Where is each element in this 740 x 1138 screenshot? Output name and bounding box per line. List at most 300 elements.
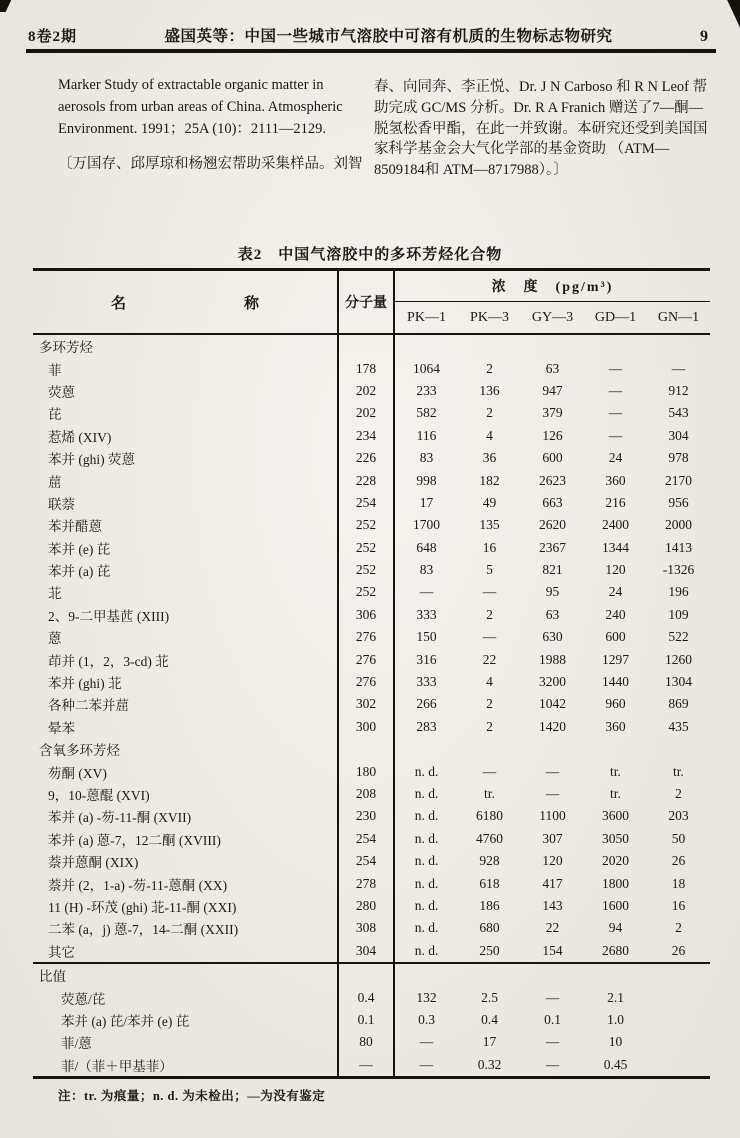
compound-name-cell: 苯并 (a) 芘/苯并 (e) 芘 xyxy=(61,1013,190,1029)
citation-paragraph xyxy=(58,74,368,175)
value-cells xyxy=(395,716,710,738)
page-number: 9 xyxy=(700,28,708,45)
compound-name-cell: 惹烯 (XIV) xyxy=(48,429,112,445)
concentration-value-cell: 3200 xyxy=(539,674,566,690)
value-cells xyxy=(395,402,710,424)
concentration-value-cell: 1988 xyxy=(539,651,566,667)
concentration-value-cell: 266 xyxy=(416,696,437,712)
value-cells xyxy=(395,828,710,850)
concentration-value-cell: — xyxy=(419,1034,434,1050)
concentration-value-cell: 978 xyxy=(668,450,689,466)
compound-name-cell: 比值 xyxy=(39,969,66,985)
table-row xyxy=(33,380,710,402)
concentration-value-cell: n. d. xyxy=(414,830,439,846)
table-row xyxy=(33,1031,710,1053)
concentration-value-cell: — xyxy=(545,786,560,801)
concentration-value-cell: — xyxy=(482,584,497,600)
compound-name-cell: 苯并 (ghi) 苝 xyxy=(48,676,122,692)
table-row xyxy=(33,559,710,581)
concentration-value-cell: 3600 xyxy=(602,808,629,824)
concentration-value-cell: 663 xyxy=(542,494,563,510)
concentration-value-cell: 3050 xyxy=(602,830,629,846)
table-row xyxy=(33,783,710,805)
concentration-value-cell: 83 xyxy=(419,450,434,466)
molecular-weight-cell: 252 xyxy=(337,514,395,536)
concentration-value-cell: 63 xyxy=(545,606,560,622)
molecular-weight-cell: 226 xyxy=(337,447,395,469)
concentration-value-cell: 2367 xyxy=(539,539,566,555)
concentration-value-cell: 1.0 xyxy=(607,1011,624,1027)
concentration-value-cell: 2620 xyxy=(539,517,566,533)
table-row xyxy=(33,828,710,850)
compounds-table xyxy=(33,268,710,1079)
compound-name-cell: 晕苯 xyxy=(48,720,75,736)
molecular-weight-cell: 254 xyxy=(337,850,395,872)
concentration-value-cell: — xyxy=(608,405,623,421)
value-cells xyxy=(395,357,710,379)
concentration-value-cell: — xyxy=(419,584,434,600)
concentration-value-cell: 582 xyxy=(416,405,437,421)
value-cells xyxy=(395,492,710,514)
compound-name-cell: 䓛 xyxy=(48,474,62,490)
molecular-weight-cell xyxy=(337,964,395,986)
concentration-value-cell: 928 xyxy=(479,853,500,869)
concentration-value-cell: — xyxy=(608,382,623,398)
concentration-value-cell: tr. xyxy=(484,786,495,801)
concentration-value-cell: 50 xyxy=(671,830,686,846)
concentration-value-cell: 0.45 xyxy=(603,1056,628,1072)
compound-name-cell: 苯并 (a) -芴-11-酮 (XVII) xyxy=(48,810,192,826)
table-row xyxy=(33,940,710,962)
value-cells xyxy=(395,986,710,1008)
concentration-value-cell: 132 xyxy=(416,989,437,1005)
value-cells xyxy=(395,380,710,402)
concentration-value-cell: — xyxy=(608,360,623,376)
concentration-value-cell: 1344 xyxy=(602,539,629,555)
value-cells xyxy=(395,559,710,581)
concentration-value-cell: 36 xyxy=(482,450,497,466)
molecular-weight-cell: 278 xyxy=(337,872,395,894)
concentration-value-cell: 1100 xyxy=(539,808,566,824)
concentration-value-cell: 869 xyxy=(668,696,689,712)
concentration-value-cell: 0.1 xyxy=(544,1011,561,1027)
concentration-value-cell: — xyxy=(482,629,497,645)
concentration-value-cell: 26 xyxy=(671,942,686,958)
value-cells xyxy=(395,581,710,603)
compound-name-cell: 苯并 (a) 芘 xyxy=(48,564,111,580)
compound-name-cell: 苯并 (e) 芘 xyxy=(48,541,111,557)
table-row xyxy=(33,917,710,939)
concentration-value-cell: 2 xyxy=(486,360,493,376)
table-title: 表2 中国气溶胶中的多环芳烃化合物 xyxy=(237,247,503,263)
molecular-weight-cell: 180 xyxy=(337,760,395,782)
concentration-value-cell: 0.32 xyxy=(477,1056,502,1072)
table-row xyxy=(33,895,710,917)
text-line: Environment. 1991；25A (10)：2111—2129. xyxy=(58,121,326,137)
molecular-weight-cell xyxy=(337,738,395,760)
molecular-weight-cell: 80 xyxy=(337,1031,395,1053)
concentration-value-cell: 24 xyxy=(608,450,623,466)
concentration-value-cell: 83 xyxy=(419,562,434,578)
concentration-value-cell: 283 xyxy=(416,718,437,734)
concentration-value-cell: 1800 xyxy=(602,875,629,891)
value-cells xyxy=(395,537,710,559)
concentration-value-cell: 10 xyxy=(608,1034,623,1050)
compound-name-cell: 二苯 (a，j) 蒽-7，14-二酮 (XXII) xyxy=(48,922,239,938)
molecular-weight-cell: 234 xyxy=(337,425,395,447)
value-cells xyxy=(395,1009,710,1031)
concentration-value-cell: n. d. xyxy=(414,808,439,824)
concentration-unit-header: 浓 度 (pg/m³) xyxy=(395,271,710,302)
molecular-weight-cell: 254 xyxy=(337,492,395,514)
value-cells xyxy=(395,760,710,782)
compound-name-cell: 菲/蒽 xyxy=(61,1036,92,1052)
table-row xyxy=(33,357,710,379)
concentration-value-cell: 18 xyxy=(671,875,686,891)
concentration-value-cell: 600 xyxy=(605,629,626,645)
text-line: 助完成 GC/MS 分析。Dr. R A Franich 赠送了7—酮— xyxy=(374,99,704,116)
compound-name-cell: 芴酮 (XV) xyxy=(48,765,107,781)
value-cells xyxy=(395,626,710,648)
table-row xyxy=(33,514,710,536)
concentration-value-cell: 316 xyxy=(416,651,437,667)
molecular-weight-cell: 276 xyxy=(337,671,395,693)
text-line: 脱氢松香甲酯，在此一并致谢。本研究还受到美国国 xyxy=(374,120,708,137)
concentration-value-cell: 2 xyxy=(486,405,493,421)
molecular-weight-column-header: 分子量 xyxy=(337,271,395,333)
molecular-weight-cell: 202 xyxy=(337,380,395,402)
value-cells xyxy=(395,469,710,491)
table-row xyxy=(33,671,710,693)
concentration-value-cell: n. d. xyxy=(414,942,439,958)
molecular-weight-cell: 228 xyxy=(337,469,395,491)
molecular-weight-cell: 276 xyxy=(337,626,395,648)
table-body xyxy=(33,335,710,1076)
concentration-value-cell: 1420 xyxy=(539,718,566,734)
molecular-weight-cell: 208 xyxy=(337,783,395,805)
concentration-value-cell: 22 xyxy=(482,651,497,667)
concentration-value-cell: 126 xyxy=(542,427,563,443)
concentration-value-cell: 0.3 xyxy=(418,1011,435,1027)
concentration-value-cell: — xyxy=(545,989,560,1005)
molecular-weight-cell: 0.1 xyxy=(337,1009,395,1031)
concentration-value-cell: 1700 xyxy=(413,517,440,533)
concentration-value-cell: 5 xyxy=(486,562,493,578)
concentration-value-cell: 2 xyxy=(486,718,493,734)
compound-name-cell: 联萘 xyxy=(48,496,75,512)
concentration-value-cell: n. d. xyxy=(414,763,439,779)
concentration-value-cell: 379 xyxy=(542,405,563,421)
molecular-weight-cell: 308 xyxy=(337,917,395,939)
compound-name-cell: 菲/（菲＋甲基菲） xyxy=(61,1058,173,1074)
concentration-value-cell: 2000 xyxy=(665,517,692,533)
compound-name-cell: 2、9-二甲基苉 (XIII) xyxy=(48,608,170,624)
concentration-value-cell: 821 xyxy=(542,562,563,578)
masthead xyxy=(28,24,718,46)
compound-name-cell: 萘并蒽酮 (XIX) xyxy=(48,855,139,871)
concentration-value-cell: — xyxy=(482,763,497,779)
value-cells xyxy=(395,872,710,894)
concentration-value-cell: 143 xyxy=(542,897,563,913)
sample-column-header: GY—3 xyxy=(531,309,574,325)
sample-column-headers xyxy=(395,302,710,333)
concentration-value-cell: 600 xyxy=(542,450,563,466)
concentration-value-cell: 1413 xyxy=(665,539,692,555)
table-row xyxy=(33,581,710,603)
table-row xyxy=(33,850,710,872)
name-header-left: 名 xyxy=(111,295,127,312)
concentration-value-cell: tr. xyxy=(610,786,621,801)
compound-name-cell: 9，10-蒽醌 (XVI) xyxy=(48,788,150,803)
concentration-value-cell: 618 xyxy=(479,875,500,891)
scan-artifact-corner xyxy=(0,0,26,12)
table-header xyxy=(33,271,710,335)
value-cells xyxy=(395,964,710,986)
table-row xyxy=(33,760,710,782)
concentration-value-cell: 109 xyxy=(668,606,689,622)
table-section-row xyxy=(33,335,710,357)
concentration-value-cell: 196 xyxy=(668,584,689,600)
table-row xyxy=(33,1054,710,1076)
value-cells xyxy=(395,1054,710,1076)
concentration-value-cell: — xyxy=(545,1034,560,1050)
molecular-weight-cell: 0.4 xyxy=(337,986,395,1008)
concentration-value-cell: 2 xyxy=(486,696,493,712)
concentration-value-cell: 6180 xyxy=(476,808,503,824)
concentration-value-cell: — xyxy=(545,763,560,779)
concentration-value-cell: n. d. xyxy=(414,920,439,936)
concentration-value-cell: — xyxy=(419,1056,434,1072)
concentration-value-cell: 24 xyxy=(608,584,623,600)
compound-name-cell: 茚并 (1，2，3-cd) 苝 xyxy=(48,653,169,669)
text-line: Marker Study of extractable organic matter in xyxy=(58,77,324,93)
concentration-value-cell: 120 xyxy=(542,853,563,869)
value-cells xyxy=(395,850,710,872)
concentration-value-cell: 1260 xyxy=(665,651,692,667)
concentration-value-cell: tr. xyxy=(610,763,621,779)
value-cells xyxy=(395,940,710,962)
concentration-value-cell: 1064 xyxy=(413,360,440,376)
concentration-value-cell: n. d. xyxy=(414,853,439,869)
value-cells xyxy=(395,738,710,760)
compound-name-cell: 菲 xyxy=(48,362,62,378)
concentration-value-cell: 1042 xyxy=(539,696,566,712)
compound-name-cell: 苯并 (a) 蒽-7，12二酮 (XVIII) xyxy=(48,832,221,848)
table-row xyxy=(33,626,710,648)
compound-name-cell: 荧蒽 xyxy=(48,384,75,400)
value-cells xyxy=(395,895,710,917)
concentration-value-cell: n. d. xyxy=(414,875,439,891)
concentration-value-cell: 417 xyxy=(542,875,563,891)
molecular-weight-cell: 252 xyxy=(337,559,395,581)
concentration-value-cell: 307 xyxy=(542,830,563,846)
concentration-value-cell: 360 xyxy=(605,472,626,488)
concentration-value-cell: 2.5 xyxy=(481,989,498,1005)
concentration-value-cell: 203 xyxy=(668,808,689,824)
text-line: 家科学基金会大气化学部的基金资助 （ATM— xyxy=(374,141,670,158)
table-row xyxy=(33,872,710,894)
concentration-value-cell: 1304 xyxy=(665,674,692,690)
text-line: aerosols from urban areas of China. Atmospheric xyxy=(58,99,343,115)
concentration-value-cell: 49 xyxy=(482,494,497,510)
concentration-value-cell: 17 xyxy=(482,1034,497,1050)
molecular-weight-cell: 306 xyxy=(337,604,395,626)
table-row xyxy=(33,447,710,469)
text-line: 〔万国存、邱厚琼和杨翘宏帮助采集样品。刘智 xyxy=(58,156,363,172)
concentration-value-cell: 630 xyxy=(542,629,563,645)
value-cells xyxy=(395,335,710,357)
concentration-value-cell: — xyxy=(671,360,686,376)
concentration-value-cell: tr. xyxy=(673,763,684,779)
acknowledgment-paragraph xyxy=(374,77,720,181)
concentration-value-cell: 1600 xyxy=(602,897,629,913)
concentration-value-cell: 216 xyxy=(605,494,626,510)
concentration-value-cell: 2 xyxy=(486,606,493,622)
concentration-value-cell: 154 xyxy=(542,942,563,958)
table-row xyxy=(33,425,710,447)
sample-column-header: GN—1 xyxy=(657,309,700,325)
concentration-value-cell: 95 xyxy=(545,584,560,600)
concentration-value-cell: 1440 xyxy=(602,674,629,690)
concentration-value-cell: 2680 xyxy=(602,942,629,958)
concentration-value-cell: — xyxy=(608,427,623,443)
concentration-value-cell: 435 xyxy=(668,718,689,734)
concentration-value-cell: 2 xyxy=(675,920,682,936)
concentration-value-cell: 116 xyxy=(416,427,437,443)
value-cells xyxy=(395,447,710,469)
concentration-value-cell: 2 xyxy=(675,786,682,801)
molecular-weight-cell: 280 xyxy=(337,895,395,917)
value-cells xyxy=(395,805,710,827)
concentration-value-cell: 26 xyxy=(671,853,686,869)
header-rule xyxy=(26,49,716,53)
molecular-weight-cell: 300 xyxy=(337,716,395,738)
compound-name-cell: 苯并醋蒽 xyxy=(48,519,102,535)
concentration-value-cell: 4760 xyxy=(476,830,503,846)
text-line: 春、向同奔、李正悦、Dr. J N Carboso 和 R N Leof 帮 xyxy=(374,79,708,95)
molecular-weight-cell xyxy=(337,335,395,357)
compound-name-cell: 荧蒽/芘 xyxy=(61,991,106,1007)
compound-name-cell: 芘 xyxy=(48,407,62,423)
molecular-weight-cell: 252 xyxy=(337,581,395,603)
table-row xyxy=(33,805,710,827)
concentration-value-cell: 233 xyxy=(416,382,437,398)
value-cells xyxy=(395,1031,710,1053)
compound-name-cell: 苝 xyxy=(48,586,62,602)
compound-name-cell: 苯并 (ghi) 荧蒽 xyxy=(48,452,135,468)
sample-column-header: GD—1 xyxy=(594,309,637,325)
table-row xyxy=(33,986,710,1008)
molecular-weight-cell: 202 xyxy=(337,402,395,424)
table-row xyxy=(33,604,710,626)
concentration-value-cell: 947 xyxy=(542,382,563,398)
molecular-weight-cell: 254 xyxy=(337,828,395,850)
table-row xyxy=(33,1009,710,1031)
concentration-value-cell: 333 xyxy=(416,606,437,622)
issue-label: 8卷2期 xyxy=(28,29,78,45)
concentration-value-cell: 16 xyxy=(482,539,497,555)
concentration-value-cell: 522 xyxy=(668,629,689,645)
molecular-weight-cell: — xyxy=(337,1054,395,1076)
concentration-value-cell: 304 xyxy=(668,427,689,443)
table-row xyxy=(33,648,710,670)
concentration-value-cell: 2400 xyxy=(602,517,629,533)
value-cells xyxy=(395,514,710,536)
concentration-value-cell: 648 xyxy=(416,539,437,555)
concentration-value-cell: 182 xyxy=(479,472,500,488)
concentration-value-cell: 136 xyxy=(479,382,500,398)
value-cells xyxy=(395,693,710,715)
concentration-value-cell: 360 xyxy=(605,718,626,734)
compound-name-cell: 各种二苯并䓛 xyxy=(48,698,129,714)
concentration-value-cell: 912 xyxy=(668,382,689,398)
concentration-value-cell: 956 xyxy=(668,494,689,510)
concentration-value-cell: 680 xyxy=(479,920,500,936)
concentration-value-cell: 150 xyxy=(416,629,437,645)
compound-name-cell: 含氧多环芳烃 xyxy=(39,743,120,759)
molecular-weight-cell: 302 xyxy=(337,693,395,715)
concentration-value-cell: — xyxy=(545,1056,560,1072)
concentration-value-cell: 250 xyxy=(479,942,500,958)
value-cells xyxy=(395,648,710,670)
compound-name-cell: 11 (H) -环茂 (ghi) 苝-11-酮 (XXI) xyxy=(48,899,237,915)
sample-column-header: PK—1 xyxy=(407,309,446,325)
concentration-value-cell: 4 xyxy=(486,427,493,443)
concentration-value-cell: 0.4 xyxy=(481,1011,498,1027)
value-cells xyxy=(395,425,710,447)
concentration-header-group xyxy=(395,271,710,333)
value-cells xyxy=(395,917,710,939)
molecular-weight-cell: 178 xyxy=(337,357,395,379)
concentration-value-cell: 22 xyxy=(545,920,560,936)
scan-artifact-corner xyxy=(726,0,740,60)
concentration-value-cell: 543 xyxy=(668,405,689,421)
molecular-weight-cell: 252 xyxy=(337,537,395,559)
table-section-row xyxy=(33,962,710,986)
table-row xyxy=(33,716,710,738)
concentration-value-cell: 998 xyxy=(416,472,437,488)
compound-name-cell: 蒽 xyxy=(48,631,62,647)
table-row xyxy=(33,537,710,559)
concentration-value-cell: n. d. xyxy=(414,786,439,801)
compound-name-cell: 多环芳烃 xyxy=(39,340,93,356)
concentration-value-cell: 2.1 xyxy=(607,989,624,1005)
running-title: 盛国英等：中国一些城市气溶胶中可溶有机质的生物标志物研究 xyxy=(164,28,613,45)
concentration-value-cell: 17 xyxy=(419,494,434,510)
concentration-value-cell: 2623 xyxy=(539,472,566,488)
concentration-value-cell: 2020 xyxy=(602,853,629,869)
molecular-weight-cell: 276 xyxy=(337,648,395,670)
table-row xyxy=(33,693,710,715)
concentration-value-cell: 94 xyxy=(608,920,623,936)
concentration-value-cell: 120 xyxy=(605,562,626,578)
value-cells xyxy=(395,671,710,693)
table-section-row xyxy=(33,738,710,760)
concentration-value-cell: 16 xyxy=(671,897,686,913)
table-row xyxy=(33,469,710,491)
table-footnote: 注：tr. 为痕量；n. d. 为未检出；—为没有鉴定 xyxy=(58,1089,326,1103)
concentration-value-cell: 2170 xyxy=(665,472,692,488)
concentration-value-cell: 135 xyxy=(479,517,500,533)
table-row xyxy=(33,402,710,424)
concentration-value-cell: 333 xyxy=(416,674,437,690)
compound-name-cell: 萘并 (2，1-a) -芴-11-蒽酮 (XX) xyxy=(48,877,228,893)
concentration-value-cell: 1297 xyxy=(602,651,629,667)
concentration-value-cell: 186 xyxy=(479,897,500,913)
concentration-value-cell: 240 xyxy=(605,606,626,622)
value-cells xyxy=(395,783,710,805)
value-cells xyxy=(395,604,710,626)
